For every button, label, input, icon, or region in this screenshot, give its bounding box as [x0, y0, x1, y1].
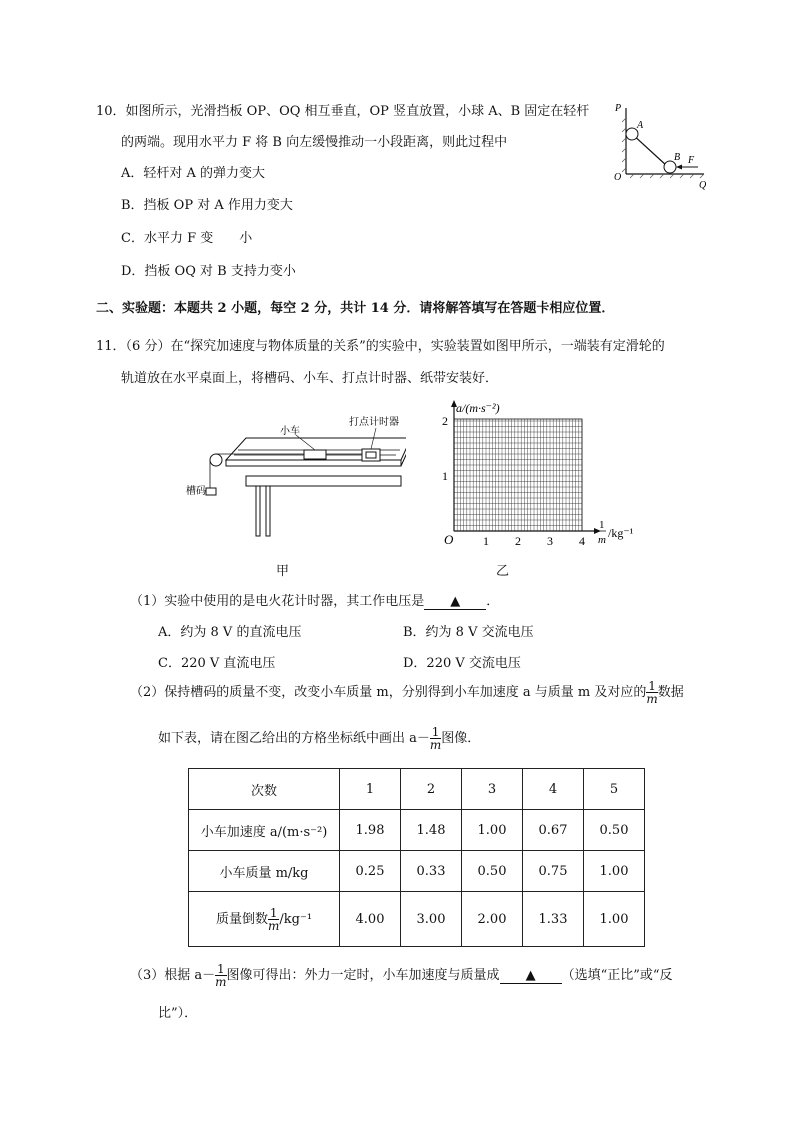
car-label: 小车 — [280, 426, 300, 437]
pulley — [210, 454, 222, 466]
x-tick-label: 3 — [547, 534, 553, 548]
sub2-line2 — [158, 726, 480, 751]
sub2-line2-fraction: $\frac{1}{m}$ — [429, 725, 442, 752]
table-cell: 0.25 — [340, 851, 401, 892]
table-header-cell: 4 — [523, 769, 584, 810]
table-row-inverse-mass — [189, 892, 645, 947]
table-header-row — [189, 769, 645, 810]
origin-label: O — [444, 532, 454, 547]
table-cell: 0.50 — [584, 810, 645, 851]
sub3-text-a: （3）根据 a－ — [130, 968, 216, 983]
sub3-line2: 比”）． — [158, 1006, 198, 1021]
sub3-line1 — [130, 963, 673, 988]
y-axis-label: a/(m·s⁻²) — [456, 401, 500, 415]
table-cell: 3.00 — [401, 892, 462, 947]
table-cell: 1.48 — [401, 810, 462, 851]
table-header-cell: 1 — [340, 769, 401, 810]
sub1-option-b: B．约为 8 V 交流电压 — [403, 625, 534, 640]
weight-label: 槽码 — [186, 486, 206, 497]
row-label: 小车加速度 a/(m·s⁻²) — [189, 810, 340, 851]
light-rod — [632, 134, 667, 166]
table-cell: 0.75 — [523, 851, 584, 892]
row-label: 小车质量 m/kg — [189, 851, 340, 892]
x-axis-label-den: m — [598, 534, 606, 546]
table-header-cell: 3 — [462, 769, 523, 810]
x-axis-label-unit: /kg⁻¹ — [608, 526, 634, 540]
sub3-text-b: 图像可得出：外力一定时，小车加速度与质量成 — [226, 968, 500, 983]
label-a: A — [637, 120, 644, 131]
table-row-mass — [189, 851, 645, 892]
table-row-acceleration — [189, 810, 645, 851]
sub2-line1 — [130, 680, 684, 705]
sub3-answer-blank[interactable]: ▲ — [500, 968, 562, 984]
table-cell: 0.33 — [401, 851, 462, 892]
x-tick-label: 1 — [483, 534, 489, 548]
q11-line1: 11．（6 分）在“探究加速度与物体质量的关系”的实验中，实验装置如图甲所示，一端装有定滑轮的 — [96, 339, 665, 354]
sub1-end: ． — [486, 594, 500, 609]
q10-option-d: D．挡板 OQ 对 B 支持力变小 — [121, 264, 296, 279]
sub1-question — [130, 590, 499, 610]
q10-option-a: A．轻杆对 A 的弹力变大 — [121, 166, 266, 181]
sub1-answer-blank[interactable]: ▲ — [424, 594, 486, 610]
label-o: O — [614, 172, 622, 183]
x-axis-label-num: 1 — [599, 519, 605, 531]
table-cell: 1.00 — [584, 892, 645, 947]
fig-jia-caption: 甲 — [276, 564, 290, 579]
cart — [304, 450, 326, 459]
sub1-option-c: C．220 V 直流电压 — [158, 656, 276, 671]
table-cell: 1.00 — [584, 851, 645, 892]
table-cell: 2.00 — [462, 892, 523, 947]
table-cell: 0.67 — [523, 810, 584, 851]
q10-line1: 10．如图所示，光滑挡板 OP、OQ 相互垂直，OP 竖直放置，小球 A、B 固定在轻杆 — [96, 104, 590, 119]
q10-option-b: B．挡板 OP 对 A 作用力变大 — [121, 198, 293, 213]
x-tick-label: 4 — [579, 534, 585, 548]
sub2-line2-a: 如下表，请在图乙给出的方格坐标纸中画出 a－ — [158, 731, 430, 746]
y-tick-label: 2 — [442, 414, 448, 428]
grid-figure — [436, 398, 656, 550]
sub1-option-d: D．220 V 交流电压 — [403, 656, 521, 671]
q10-line2: 的两端。现用水平力 F 将 B 向左缓慢推动一小段距离，则此过程中 — [121, 135, 508, 150]
grid-lines — [454, 419, 582, 531]
timer-label: 打点计时器 — [349, 417, 399, 428]
y-tick-label: 1 — [442, 469, 448, 483]
row-label: 质量倒数 $\frac{1}{m}$ /kg⁻¹ — [189, 892, 340, 947]
table-cell: 0.50 — [462, 851, 523, 892]
apparatus-figure — [186, 410, 406, 540]
table-cell: 1.98 — [340, 810, 401, 851]
section2-heading: 二、实验题：本题共 2 小题，每空 2 分，共计 14 分．请将解答填写在答题卡相应位置． — [96, 301, 615, 316]
label-b: B — [674, 152, 681, 163]
sub3-fraction: $\frac{1}{m}$ — [215, 962, 227, 989]
sub2-text-a: （2）保持槽码的质量不变，改变小车质量 m，分别得到小车加速度 a 与质量 m 及对应的 — [130, 685, 647, 700]
sub2-fraction: $\frac{1}{m}$ — [646, 679, 658, 706]
sub2-line2-b: 图像． — [441, 731, 481, 746]
sub1-option-a: A．约为 8 V 的直流电压 — [158, 625, 302, 640]
table-cell: 4.00 — [340, 892, 401, 947]
x-tick-label: 2 — [515, 534, 521, 548]
table-header-cell: 次数 — [189, 769, 340, 810]
q10-option-c: C．水平力 F 变 小 — [121, 231, 253, 246]
sub2-text-b: 数据 — [657, 685, 684, 700]
q11-line2: 轨道放在水平桌面上，将槽码、小车、打点计时器、纸带安装好． — [121, 371, 499, 386]
table-header-cell: 5 — [584, 769, 645, 810]
sub1-text: （1）实验中使用的是电火花计时器，其工作电压是 — [130, 594, 425, 609]
sub3-text-c: （选填“正比”或“反 — [561, 968, 673, 983]
data-table — [188, 768, 645, 947]
label-p: P — [615, 103, 622, 114]
label-f: F — [688, 155, 695, 166]
table-cell: 1.00 — [462, 810, 523, 851]
fig-yi-caption: 乙 — [496, 564, 510, 579]
label-q: Q — [699, 180, 707, 190]
hanging-weight — [206, 488, 216, 495]
table-header-cell: 2 — [401, 769, 462, 810]
table-cell: 1.33 — [523, 892, 584, 947]
q10-figure — [612, 98, 712, 190]
